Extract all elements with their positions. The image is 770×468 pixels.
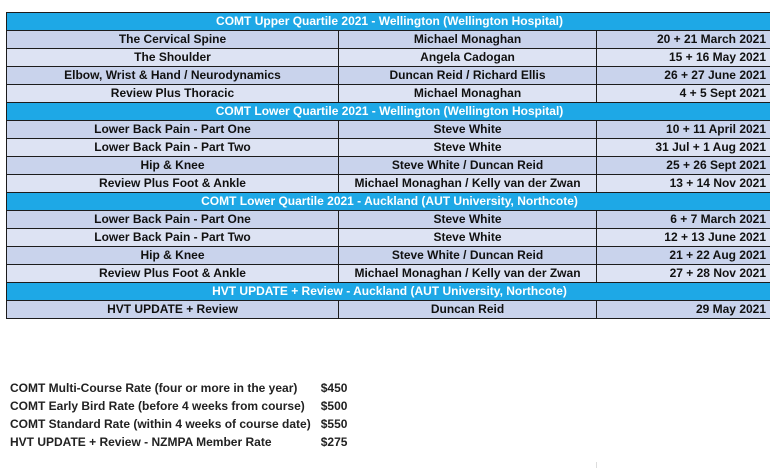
date-cell: 10 + 11 April 2021 — [597, 121, 770, 139]
date-cell: 26 + 27 June 2021 — [597, 67, 770, 85]
table-row — [7, 139, 770, 157]
presenter-cell: Duncan Reid — [339, 301, 597, 319]
presenter-cell: Steve White — [339, 229, 597, 247]
table-row — [7, 265, 770, 283]
table-row — [7, 157, 770, 175]
table-row — [7, 175, 770, 193]
presenter-cell: Michael Monaghan / Kelly van der Zwan — [339, 265, 597, 283]
table-row — [7, 31, 770, 49]
pricing-row — [10, 379, 347, 397]
date-cell: 21 + 22 Aug 2021 — [597, 247, 770, 265]
column-guide — [596, 462, 597, 468]
section-title: COMT Upper Quartile 2021 - Wellington (Wellington Hospital) — [7, 13, 770, 31]
course-name-cell: Hip & Knee — [7, 157, 339, 175]
date-cell: 31 Jul + 1 Aug 2021 — [597, 139, 770, 157]
pricing-label: COMT Standard Rate (within 4 weeks of course date) — [10, 417, 311, 431]
pricing-amount: $275 — [320, 435, 348, 449]
course-name-cell: HVT UPDATE + Review — [7, 301, 339, 319]
course-name-cell: The Shoulder — [7, 49, 339, 67]
presenter-cell: Michael Monaghan / Kelly van der Zwan — [339, 175, 597, 193]
presenter-cell: Michael Monaghan — [339, 85, 597, 103]
course-name-cell: Hip & Knee — [7, 247, 339, 265]
table-row — [7, 301, 770, 319]
date-cell: 20 + 21 March 2021 — [597, 31, 770, 49]
pricing-row — [10, 415, 347, 433]
table-row — [7, 229, 770, 247]
date-cell: 29 May 2021 — [597, 301, 770, 319]
date-cell: 12 + 13 June 2021 — [597, 229, 770, 247]
presenter-cell: Steve White / Duncan Reid — [339, 247, 597, 265]
course-name-cell: Lower Back Pain - Part One — [7, 121, 339, 139]
date-cell: 15 + 16 May 2021 — [597, 49, 770, 67]
course-name-cell: Review Plus Foot & Ankle — [7, 265, 339, 283]
section-title: HVT UPDATE + Review - Auckland (AUT University, Northcote) — [7, 283, 770, 301]
course-schedule-table — [6, 12, 770, 319]
presenter-cell: Angela Cadogan — [339, 49, 597, 67]
pricing-amount: $550 — [320, 417, 348, 431]
course-name-cell: Lower Back Pain - Part One — [7, 211, 339, 229]
table-row — [7, 121, 770, 139]
table-row — [7, 247, 770, 265]
pricing-label: COMT Multi-Course Rate (four or more in the year) — [10, 381, 298, 395]
table-row — [7, 49, 770, 67]
presenter-cell: Duncan Reid / Richard Ellis — [339, 67, 597, 85]
presenter-cell: Steve White / Duncan Reid — [339, 157, 597, 175]
section-title: COMT Lower Quartile 2021 - Auckland (AUT University, Northcote) — [7, 193, 770, 211]
pricing-list-body — [10, 379, 347, 451]
pricing-amount: $450 — [320, 381, 348, 395]
table-row — [7, 85, 770, 103]
presenter-cell: Steve White — [339, 121, 597, 139]
date-cell: 4 + 5 Sept 2021 — [597, 85, 770, 103]
course-name-cell: The Cervical Spine — [7, 31, 339, 49]
section-header-row — [7, 193, 770, 211]
presenter-cell: Michael Monaghan — [339, 31, 597, 49]
pricing-row — [10, 433, 347, 451]
pricing-list — [10, 379, 347, 451]
date-cell: 27 + 28 Nov 2021 — [597, 265, 770, 283]
course-name-cell: Review Plus Foot & Ankle — [7, 175, 339, 193]
presenter-cell: Steve White — [339, 139, 597, 157]
pricing-label: COMT Early Bird Rate (before 4 weeks from course) — [10, 399, 305, 413]
date-cell: 25 + 26 Sept 2021 — [597, 157, 770, 175]
course-name-cell: Lower Back Pain - Part Two — [7, 229, 339, 247]
course-name-cell: Review Plus Thoracic — [7, 85, 339, 103]
date-cell: 13 + 14 Nov 2021 — [597, 175, 770, 193]
section-title: COMT Lower Quartile 2021 - Wellington (Wellington Hospital) — [7, 103, 770, 121]
presenter-cell: Steve White — [339, 211, 597, 229]
pricing-amount: $500 — [320, 399, 348, 413]
section-header-row — [7, 103, 770, 121]
course-name-cell: Lower Back Pain - Part Two — [7, 139, 339, 157]
pricing-label: HVT UPDATE + Review - NZMPA Member Rate — [10, 435, 272, 449]
section-header-row — [7, 283, 770, 301]
pricing-row — [10, 397, 347, 415]
section-header-row — [7, 13, 770, 31]
date-cell: 6 + 7 March 2021 — [597, 211, 770, 229]
table-row — [7, 211, 770, 229]
table-row — [7, 67, 770, 85]
course-schedule-body — [7, 13, 770, 319]
course-name-cell: Elbow, Wrist & Hand / Neurodynamics — [7, 67, 339, 85]
